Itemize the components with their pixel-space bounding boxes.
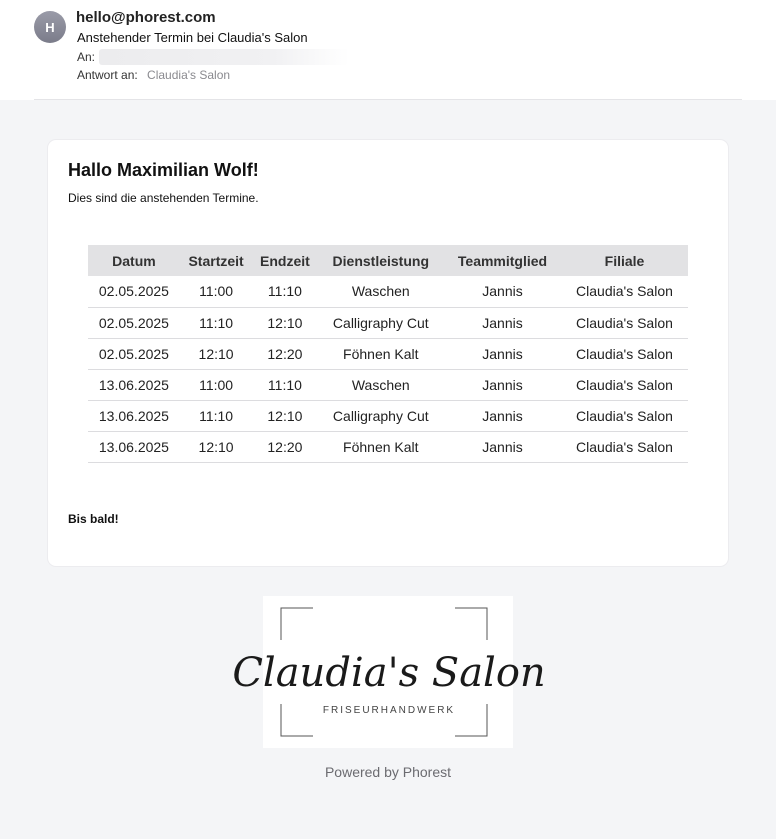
reply-to-row [77,68,230,82]
cell-start: 11:10 [180,400,252,431]
cell-staff: Jannis [444,369,561,400]
cell-start: 12:10 [180,338,252,369]
cell-end: 12:20 [252,431,317,462]
logo-frame-corner [281,608,313,640]
salon-logo-graphic [232,596,546,748]
sender-address[interactable]: hello@phorest.com [76,9,216,26]
cell-staff: Jannis [444,276,561,307]
appointments-table [88,245,688,463]
recipient-row [77,49,349,65]
email-body-card [48,140,728,566]
cell-staff: Jannis [444,400,561,431]
cell-start: 11:00 [180,369,252,400]
cell-service: Calligraphy Cut [318,400,444,431]
header-divider [34,99,742,100]
logo-script-name: Claudia's Salon [232,650,546,696]
column-header-branch: Filiale [561,245,688,276]
table-row [88,307,688,338]
table-row [88,338,688,369]
reply-to-value[interactable]: Claudia's Salon [147,68,231,82]
cell-staff: Jannis [444,307,561,338]
powered-by-footer[interactable]: Powered by Phorest [324,764,452,780]
column-header-start: Startzeit [180,245,252,276]
cell-end: 12:10 [252,307,317,338]
logo-tagline: FRISEURHANDWERK [322,705,456,716]
logo-frame-corner [455,704,487,736]
cell-date: 13.06.2025 [88,369,180,400]
cell-date: 02.05.2025 [88,276,180,307]
cell-end: 12:20 [252,338,317,369]
cell-end: 12:10 [252,400,317,431]
signoff-text: Bis bald! [68,512,119,526]
recipient-redacted [99,49,349,65]
salon-logo [232,596,546,748]
cell-branch: Claudia's Salon [561,276,688,307]
logo-frame-corner [281,704,313,736]
cell-service: Föhnen Kalt [318,431,444,462]
cell-staff: Jannis [444,431,561,462]
cell-end: 11:10 [252,369,317,400]
recipient-label: An: [77,50,96,64]
cell-end: 11:10 [252,276,317,307]
cell-branch: Claudia's Salon [561,431,688,462]
table-row [88,369,688,400]
cell-start: 11:10 [180,307,252,338]
sender-avatar: H [34,11,66,43]
table-header-row [88,245,688,276]
intro-text: Dies sind die anstehenden Termine. [68,191,259,205]
table-row [88,276,688,307]
cell-service: Waschen [318,369,444,400]
column-header-date: Datum [88,245,180,276]
logo-frame-corner [455,608,487,640]
cell-branch: Claudia's Salon [561,338,688,369]
greeting-heading: Hallo Maximilian Wolf! [68,160,259,180]
cell-start: 12:10 [180,431,252,462]
table-row [88,431,688,462]
cell-service: Calligraphy Cut [318,307,444,338]
cell-date: 02.05.2025 [88,338,180,369]
email-subject: Anstehender Termin bei Claudia's Salon [77,30,308,45]
column-header-service: Dienstleistung [318,245,444,276]
cell-date: 02.05.2025 [88,307,180,338]
cell-branch: Claudia's Salon [561,307,688,338]
cell-branch: Claudia's Salon [561,369,688,400]
cell-branch: Claudia's Salon [561,400,688,431]
cell-staff: Jannis [444,338,561,369]
cell-service: Waschen [318,276,444,307]
reply-to-label: Antwort an: [77,68,138,82]
cell-service: Föhnen Kalt [318,338,444,369]
table-row [88,400,688,431]
column-header-end: Endzeit [252,245,317,276]
cell-date: 13.06.2025 [88,400,180,431]
column-header-staff: Teammitglied [444,245,561,276]
cell-date: 13.06.2025 [88,431,180,462]
email-header [0,0,776,100]
cell-start: 11:00 [180,276,252,307]
